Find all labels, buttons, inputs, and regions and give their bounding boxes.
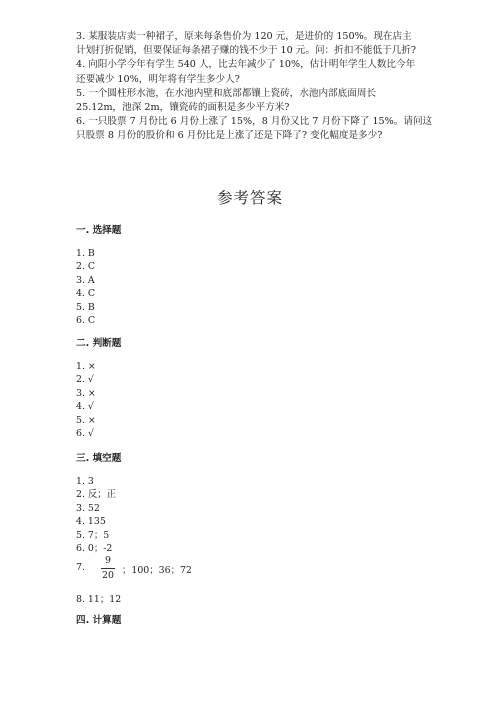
answer-item: 8. 11；12: [76, 594, 122, 606]
section-choice: [76, 224, 436, 327]
section-heading: 三. 填空题: [76, 453, 122, 464]
question-line: 25.12m，池深 2m，镶瓷砖的面积是多少平方米?: [76, 102, 290, 114]
section-heading: 二. 判断题: [76, 338, 122, 349]
answer-item: 5. B: [76, 301, 95, 313]
answer-item: 2. √: [76, 374, 94, 386]
section-heading: 四. 计算题: [76, 615, 122, 626]
fraction-bar: [101, 568, 115, 569]
answer-item: 5. ×: [76, 414, 96, 426]
question-block: [76, 30, 446, 144]
section-judge: [76, 337, 436, 440]
answer-item: 4. C: [76, 288, 96, 300]
answer-item: 5. 7；5: [76, 529, 110, 541]
question-line: 3. 某服装店卖一种裙子，原来每条售价为 120 元，是进价的 150%。现在店主: [76, 31, 412, 42]
answer-item: 3. ×: [76, 387, 96, 399]
question-line: 4. 向阳小学今年有学生 540 人，比去年减少了 10%，估计明年学生人数比今年: [76, 59, 416, 71]
answer-rest: ；100；36；72: [122, 565, 192, 577]
question-line: 计划打折促销，但要保证每条裙子赚的钱不少于 10 元。问：折扣不能低于几折?: [76, 45, 417, 57]
answer-item: 2. 反；正: [76, 489, 117, 501]
answer-item-fraction: [76, 555, 436, 593]
question-line: 5. 一个圆柱形水池，在水池内壁和底部都镶上瓷砖，水池内部底面周长: [76, 87, 377, 99]
answer-item: 1. ×: [76, 361, 96, 372]
section-heading: 一. 选择题: [76, 225, 122, 236]
answer-item: 1. B: [76, 248, 95, 259]
question-line: 6. 一只股票 7 月份比 6 月份上涨了 15%，8 月份又比 7 月份下降了 15%。请问这: [76, 116, 433, 128]
answer-item: 2. C: [76, 261, 96, 273]
answer-item: 6. √: [76, 428, 94, 440]
answer-item: 4. √: [76, 401, 94, 413]
answer-item: 1. 3: [76, 476, 94, 487]
answer-item: 6. C: [76, 315, 96, 327]
fraction: [101, 555, 115, 582]
section-fill: [76, 452, 436, 607]
answer-item: 3. 52: [76, 502, 100, 514]
question-line: 只股票 8 月份的股价和 6 月份比是上涨了还是下降了? 变化幅度是多少?: [76, 130, 383, 142]
answer-item: 4. 135: [76, 516, 106, 528]
question-line: 还要减少 10%，明年将有学生多少人?: [76, 73, 240, 85]
fraction-denominator: 20: [102, 570, 114, 582]
answers-title: 参考答案: [216, 189, 283, 207]
answer-item: 6. 0；-2: [76, 543, 113, 555]
section-calc: [76, 614, 436, 637]
fraction-numerator: 9: [105, 555, 111, 567]
answer-number: 7.: [76, 562, 85, 574]
answer-item: 3. A: [76, 274, 95, 286]
